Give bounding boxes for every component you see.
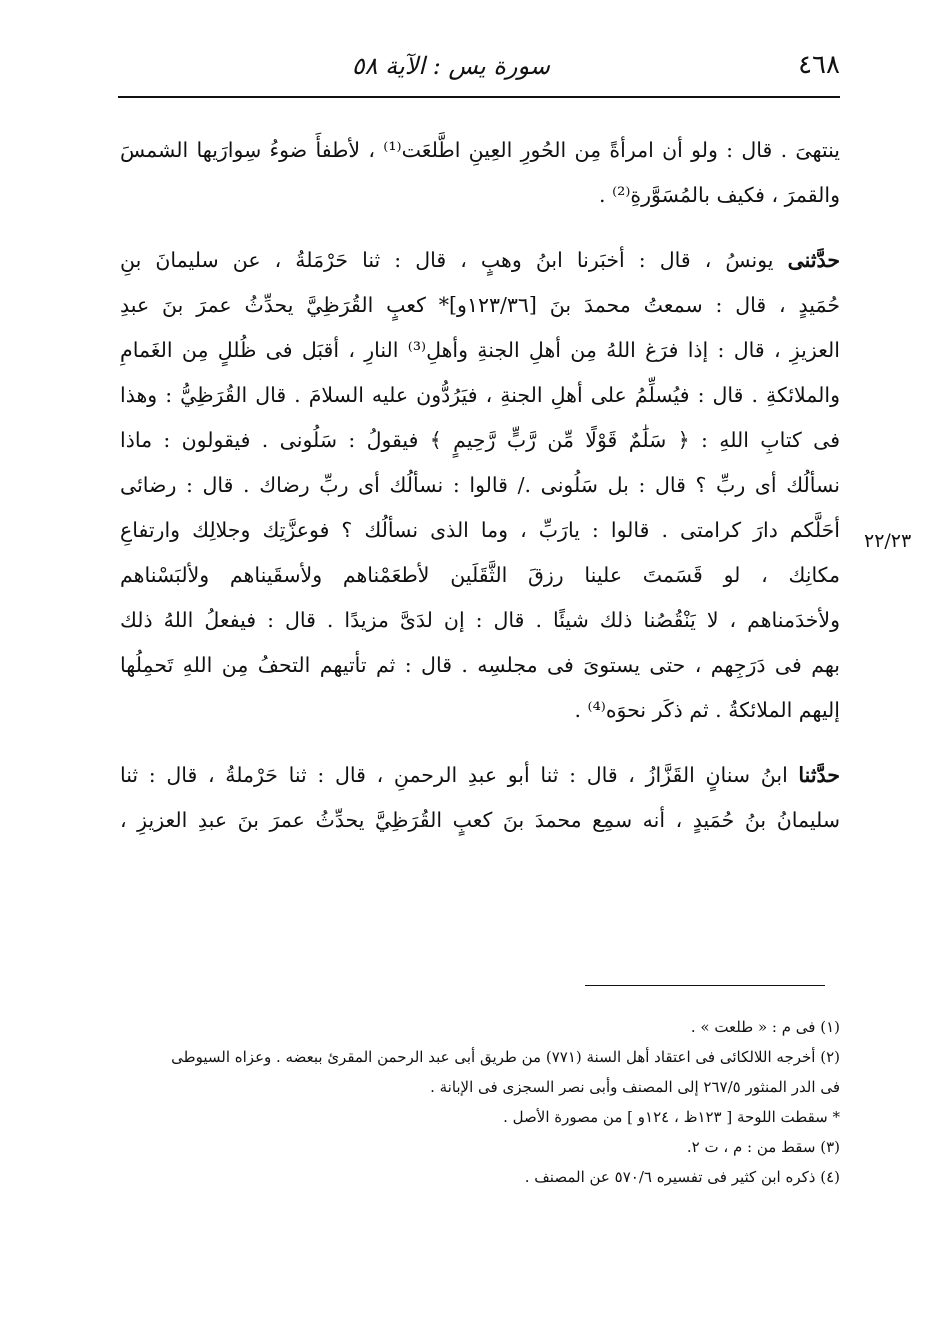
main-text bbox=[120, 128, 840, 863]
footnote-rule bbox=[585, 985, 825, 986]
text-line: والقمرَ ، فكيف بالمُسَوَّرةِ⁽²⁾ . bbox=[599, 183, 840, 207]
running-title: سورة يس : الآية ٥٨ bbox=[351, 52, 550, 80]
text-line: أحَلَّكم دارَ كرامتى . قالوا : يارَبِّ ، وما الذى نسألُك ؟ فوعزَّتِك وجلالِك وارتفاعِ bbox=[120, 518, 840, 542]
text-line bbox=[120, 238, 840, 283]
footnote: * سقطت اللوحة [ ١٢٣ظ ، ١٢٤و ] من مصورة الأصل . bbox=[503, 1108, 840, 1126]
footnotes bbox=[120, 1012, 840, 1192]
text-line: إليهم الملائكةُ . ثم ذكَر نحوَه⁽⁴⁾ . bbox=[574, 698, 840, 722]
text-line bbox=[120, 753, 840, 798]
footnote: (٢) أخرجه اللالكائى فى اعتقاد أهل السنة (٧٧١) من طريق أبى عبد الرحمن المقرئ ببعضه . وعزاه السيوطى bbox=[171, 1048, 840, 1066]
text-line: مكانِك ، لو قَسَمتَ علينا رزقَ الثَّقَلَين لأطعَمْناهم ولأسقَيناهم ولألبَسْناهم bbox=[120, 563, 840, 587]
text-line: ينتهىَ . قال : ولو أن امرأةً مِن الحُورِ العِينِ اطَّلعَت⁽¹⁾ ، لأطفأَ ضوءُ سِوارَيها الشمسَ bbox=[120, 138, 840, 162]
margin-reference: ٢٢/٢٣ bbox=[864, 530, 912, 552]
text-line: بهم فى دَرَجِهم ، حتى يستوىَ فى مجلسِه . قال : ثم تأتيهم التحفُ مِن اللهِ تَحمِلُها bbox=[120, 653, 840, 677]
text-line: حُمَيدٍ ، قال : سمعتُ محمدَ بنَ [١٢٣/٣٦و]* كعبٍ القُرَظِيَّ يحدِّثُ عمرَ بنَ عبدِ bbox=[120, 293, 840, 317]
text-line: نسألُك أى ربِّ ؟ قال : بل سَلُونى ./ قالوا : نسألُك أى ربِّ رضاك . قال : رضائى bbox=[120, 473, 840, 497]
text-line-rest: يونسُ ، قال : أخبَرنا ابنُ وهبٍ ، قال : ثنا حَرْمَلةُ ، عن سليمانَ بنِ bbox=[120, 248, 788, 272]
text-line: سليمانُ بنُ حُمَيدٍ ، أنه سمِع محمدَ بنَ كعبٍ القُرَظِيَّ يحدِّثُ عمرَ بنَ عبدِ العزيزِ ، bbox=[120, 808, 840, 832]
paragraph-1 bbox=[120, 128, 840, 218]
text-line: ولأخدَمناهم ، لا يَنْقُصُنا ذلك شيئًا . قال : إن لدَىَّ مزيدًا . قال : فيفعلُ اللهُ ذلك bbox=[120, 608, 840, 632]
paragraph-3 bbox=[120, 753, 840, 843]
hadith-lead-word: حدَّثنى bbox=[787, 248, 840, 272]
footnote: (٣) سقط من : م ، ت ٢. bbox=[686, 1138, 840, 1156]
text-line: والملائكةِ . قال : فيُسلِّمُ على أهلِ الجنةِ ، فيَرُدُّون عليه السلامَ . قال القُرَظِيُّ : وهذا bbox=[120, 383, 840, 407]
footnote: (٤) ذكره ابن كثير فى تفسيره ٥٧٠/٦ عن المصنف . bbox=[524, 1168, 840, 1186]
hadith-lead-word: حدَّثنا bbox=[798, 763, 840, 787]
text-line: فى كتابِ اللهِ : ﴿ سَلَٰمٌ قَوْلًا مِّن رَّبٍّ رَّحِيمٍ ﴾ فيقولُ : سَلُونى . فيقولون : ماذا bbox=[120, 428, 840, 452]
page-header bbox=[118, 48, 840, 88]
footnote: (١) فى م : « طلعت » . bbox=[690, 1018, 840, 1036]
footnote: فى الدر المنثور ٢٦٧/٥ إلى المصنف وأبى نصر السجزى فى الإبانة . bbox=[430, 1078, 840, 1096]
paragraph-2 bbox=[120, 238, 840, 733]
text-line: العزيزِ ، قال : إذا فرَغ اللهُ مِن أهلِ الجنةِ وأهلِ⁽³⁾ النارِ ، أقبَل فى ظُللٍ مِن الغَمامِ bbox=[120, 338, 840, 362]
header-rule bbox=[118, 96, 840, 98]
page-number: ٤٦٨ bbox=[798, 50, 840, 80]
text-line-rest: ابنُ سنانٍ القَزَّازُ ، قال : ثنا أبو عبدِ الرحمنِ ، قال : ثنا حَرْملةُ ، قال : ثنا bbox=[120, 763, 799, 787]
